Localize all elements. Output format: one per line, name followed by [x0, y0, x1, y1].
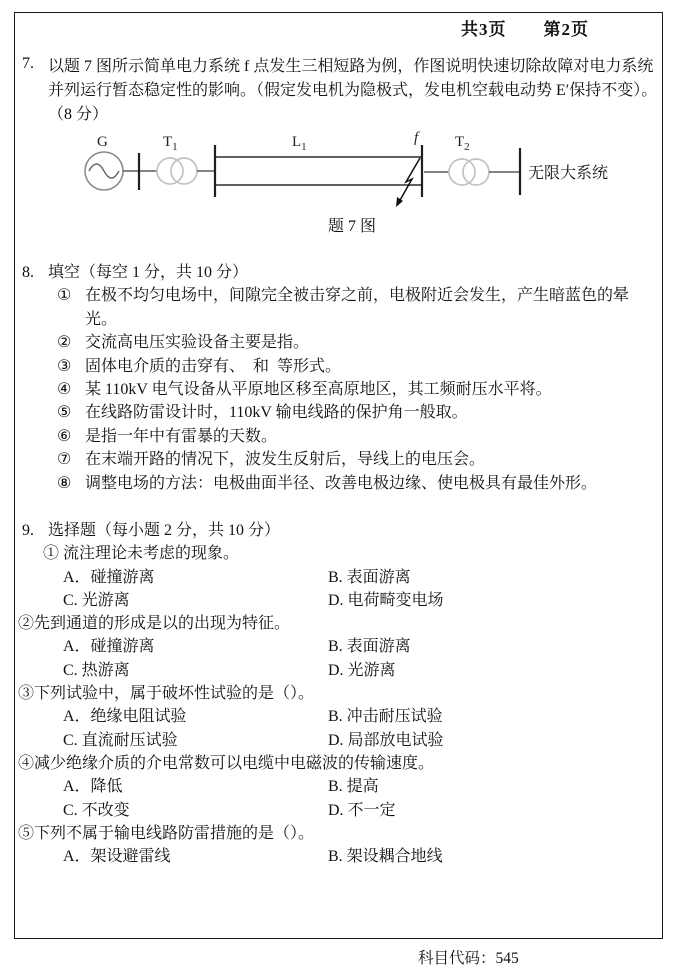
- option: C. 光游离: [63, 591, 130, 609]
- question-9-title: 选择题（每小题 2 分，共 10 分）: [48, 522, 281, 539]
- line-l1-label: $L_1$: [292, 134, 307, 153]
- choice-stem: ②先到通道的形成是以的出现为特征。: [18, 615, 291, 633]
- transformer-t1-label: $T_1$: [163, 134, 178, 153]
- page-header: [461, 15, 589, 40]
- question-9-heading: [18, 519, 660, 542]
- fault-point-label: f: [414, 130, 419, 146]
- option: D. 电荷畸变电场: [328, 591, 444, 609]
- infinite-system-label: 无限大系统: [528, 165, 609, 182]
- option: C. 直流耐压试验: [63, 731, 178, 749]
- choice-options: [63, 635, 660, 682]
- option: B. 表面游离: [328, 568, 411, 586]
- option: A．绝缘电阻试验: [63, 708, 187, 726]
- option: A．架设避雷线: [63, 848, 171, 866]
- option: A．降低: [63, 778, 123, 796]
- question-9: [18, 519, 660, 868]
- question-8-title: 填空（每空 1 分，共 10 分）: [48, 264, 249, 281]
- option: D. 光游离: [328, 661, 396, 679]
- fill-blank-item: [57, 284, 660, 331]
- choice-options: [63, 845, 660, 868]
- item-text: 交流高电压实验设备主要是指。: [85, 334, 310, 352]
- fill-blank-item: [57, 401, 660, 424]
- option: A．碰撞游离: [63, 568, 155, 586]
- choice-options: [63, 775, 660, 822]
- choice-stem: ⑤下列不属于输电线路防雷措施的是（）。: [18, 824, 315, 842]
- fill-blank-item: [57, 355, 660, 378]
- option: B. 冲击耐压试验: [328, 708, 443, 726]
- page-current-label: 第2页: [543, 20, 589, 39]
- choice-stem: ③下列试验中，属于破坏性试验的是（）。: [18, 685, 315, 703]
- fill-blank-item: [57, 448, 660, 471]
- question-8: [22, 261, 660, 495]
- question-9-number: 9.: [22, 522, 34, 539]
- item-number: ①: [57, 287, 72, 305]
- item-number: ⑥: [57, 427, 72, 445]
- fault-arrowhead-icon: [396, 197, 403, 207]
- option: B. 表面游离: [328, 638, 411, 656]
- transformer-t1-symbol: [157, 158, 197, 184]
- item-number: ⑤: [57, 404, 72, 422]
- sine-wave-icon: [89, 164, 119, 178]
- question-7-text: 以题 7 图所示简单电力系统 f 点发生三相短路为例，作图说明快速切除故障对电力系统并列运行暂态稳定性的影响。（假定发电机为隐极式，发电机空载电动势 E′保持不变）。（8 分）: [48, 58, 658, 123]
- item-number: ⑦: [57, 451, 72, 469]
- item-number: ③: [57, 357, 72, 375]
- option: B. 提高: [328, 778, 379, 796]
- option: B. 架设耦合地线: [328, 848, 443, 866]
- question-8-number: 8.: [22, 264, 34, 281]
- fault-lightning-icon: [399, 158, 420, 202]
- question-7-figure: [14, 126, 664, 241]
- option: D. 不一定: [328, 801, 396, 819]
- question-7-number: 7.: [22, 55, 34, 72]
- fill-blank-item: [57, 425, 660, 448]
- item-number: ④: [57, 381, 72, 399]
- choice-stem: ④减少绝缘介质的介电常数可以电缆中电磁波的传输速度。: [18, 754, 435, 772]
- item-text: 固体电介质的击穿有、 和 等形式。: [85, 357, 342, 375]
- question-8-heading: [22, 261, 660, 284]
- figure-caption: 题 7 图: [327, 218, 377, 235]
- item-text: 在末端开路的情况下，波发生反射后，导线上的电压会。: [85, 451, 486, 469]
- item-text: 在线路防雷设计时，110kV 输电线路的保护角一般取。: [85, 404, 468, 422]
- item-text: 是指一年中有雷暴的天数。: [85, 427, 278, 445]
- fill-blank-item: [57, 331, 660, 354]
- fill-blank-item: [57, 378, 660, 401]
- subject-code-value: 545: [495, 950, 519, 967]
- generator-label: G: [97, 134, 108, 150]
- option: A．碰撞游离: [63, 638, 155, 656]
- item-text: 在极不均匀电场中，间隙完全被击穿之前，电极附近会发生，产生暗蓝色的晕光。: [85, 287, 630, 328]
- choice-options: [63, 705, 660, 752]
- fill-blank-item: [57, 472, 660, 495]
- subject-code: [418, 946, 519, 968]
- item-text: 调整电场的方法：电极曲面半径、改善电极边缘、使电极具有最佳外形。: [85, 474, 598, 492]
- option: D. 局部放电试验: [328, 731, 444, 749]
- choice-options: [63, 566, 660, 613]
- subject-code-label: 科目代码：: [418, 950, 496, 967]
- transformer-t2-label: $T_2$: [455, 134, 470, 153]
- option: C. 热游离: [63, 661, 130, 679]
- pages-total-label: 共3页: [461, 20, 507, 39]
- item-text: 某 110kV 电气设备从平原地区移至高原地区，其工频耐压水平将。: [85, 381, 552, 399]
- transformer-t2-symbol: [449, 159, 489, 185]
- question-7: [22, 55, 658, 127]
- item-number: ②: [57, 334, 72, 352]
- choice-stem: ① 流注理论未考虑的现象。: [43, 545, 240, 563]
- option: C. 不改变: [63, 801, 130, 819]
- item-number: ⑧: [57, 474, 72, 492]
